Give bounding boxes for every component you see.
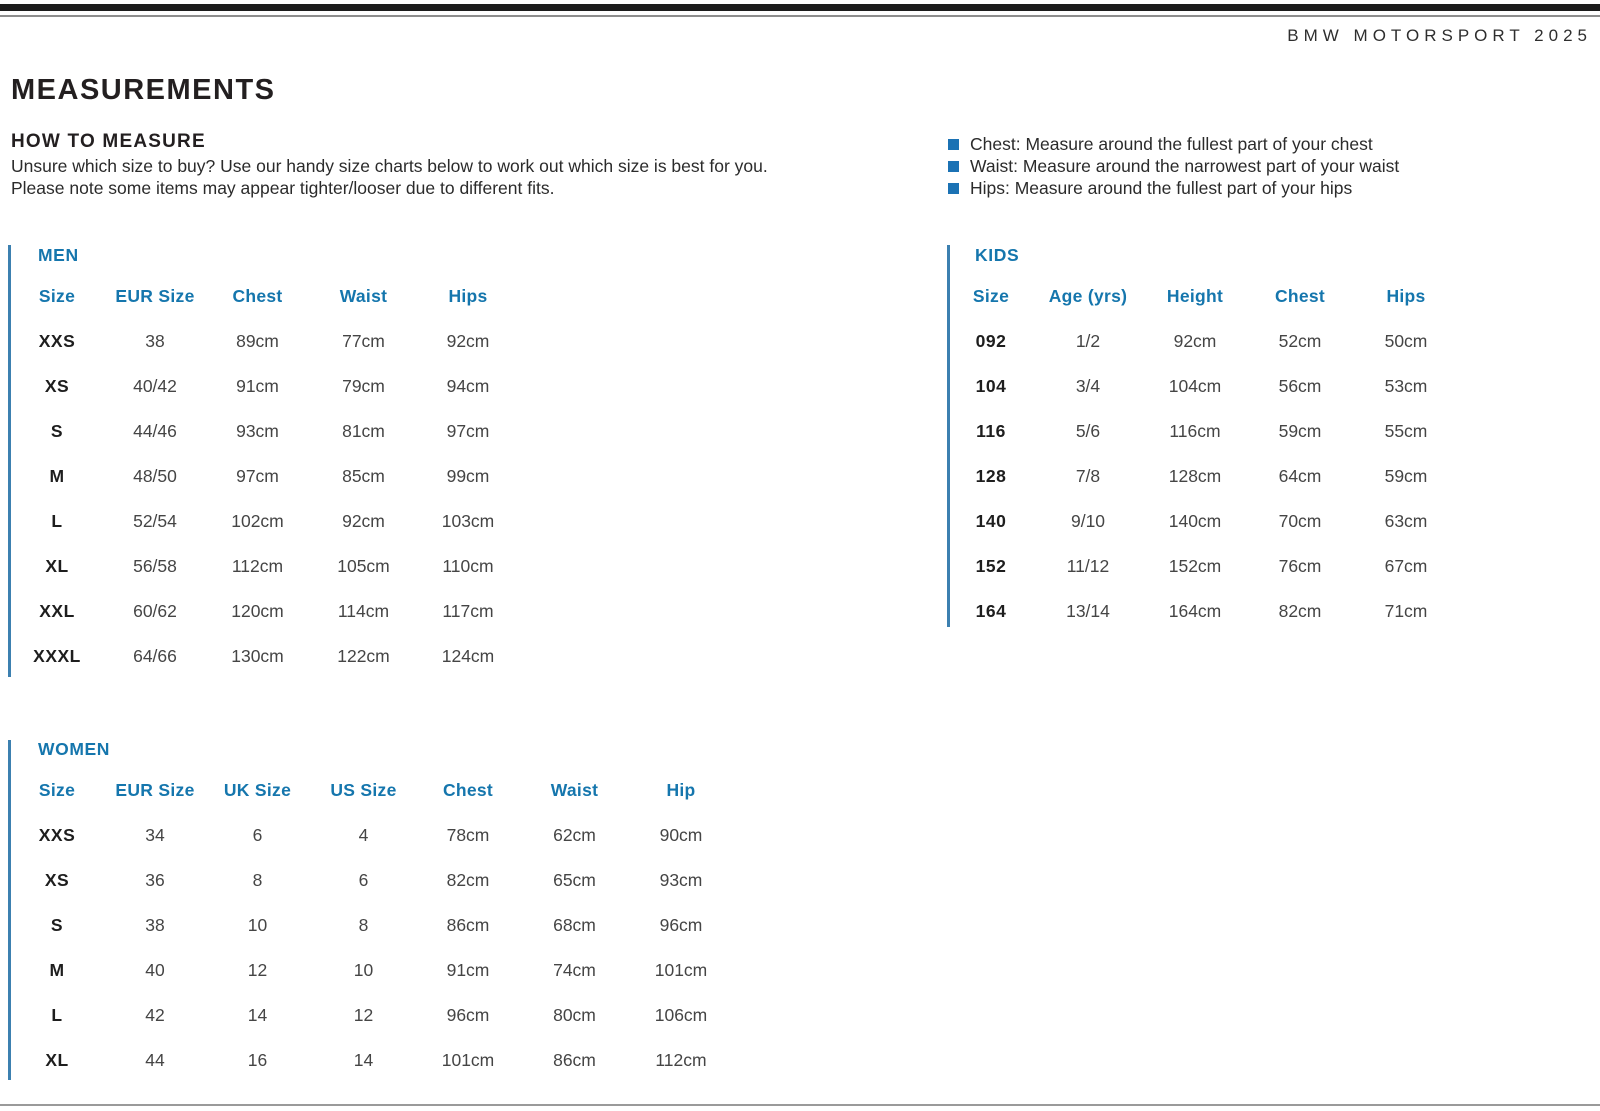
column-header: Waist	[339, 286, 388, 306]
measurement-cell: 52cm	[1278, 331, 1322, 351]
size-label-cell: XXL	[39, 601, 75, 621]
measurement-cell: 101cm	[441, 1050, 495, 1070]
square-bullet-icon	[948, 139, 959, 150]
measurement-cell: 59cm	[1278, 421, 1322, 441]
size-label-cell: XL	[45, 556, 69, 576]
size-label-cell: XXXL	[33, 646, 81, 666]
how-to-measure-heading: HOW TO MEASURE	[11, 131, 206, 152]
measurement-cell: 92cm	[446, 331, 490, 351]
measurement-cell: 14	[353, 1050, 374, 1070]
column-header: Size	[38, 780, 76, 800]
measurement-cell: 82cm	[1278, 601, 1322, 621]
measurement-cell: 1/2	[1075, 331, 1101, 351]
measurement-cell: 99cm	[446, 466, 490, 486]
measurement-cell: 164cm	[1168, 601, 1222, 621]
measurement-cell: 90cm	[659, 825, 703, 845]
bottom-rule	[0, 1104, 1600, 1106]
measurement-cell: 44/46	[133, 421, 177, 441]
women-size-section	[8, 734, 733, 1083]
measurement-cell: 105cm	[337, 556, 390, 576]
square-bullet-icon	[948, 183, 959, 194]
size-label-cell: 128	[975, 466, 1007, 486]
size-label-cell: XL	[45, 1050, 69, 1070]
measurement-cell: 130cm	[231, 646, 284, 666]
size-label-cell: 104	[975, 376, 1007, 396]
measurement-cell: 13/14	[1066, 601, 1110, 621]
tip-chest	[948, 133, 1399, 155]
measurement-cell: 62cm	[553, 825, 596, 845]
measurement-cell: 59cm	[1384, 466, 1428, 486]
measure-tips-list	[948, 133, 1399, 199]
measurement-cell: 11/12	[1066, 556, 1110, 576]
measurement-cell: 60/62	[133, 601, 177, 621]
measurement-cell: 91cm	[236, 376, 279, 396]
size-label-cell: S	[50, 421, 64, 441]
measurement-cell: 97cm	[446, 421, 490, 441]
tip-waist	[948, 155, 1399, 177]
kids-table-title: KIDS	[975, 245, 1020, 265]
size-label-cell: 152	[975, 556, 1007, 576]
measurement-cell: 38	[145, 331, 165, 351]
size-label-cell: 140	[975, 511, 1007, 531]
measurement-cell: 96cm	[659, 915, 703, 935]
women-table-title: WOMEN	[38, 739, 111, 759]
measurement-cell: 152cm	[1168, 556, 1222, 576]
women-size-table	[8, 768, 733, 1083]
measurement-cell: 14	[247, 1005, 268, 1025]
measurement-cell: 114cm	[337, 601, 390, 621]
measurement-cell: 104cm	[1168, 376, 1222, 396]
how-to-measure-text	[11, 155, 768, 199]
column-header: EUR Size	[115, 780, 195, 800]
column-header: Hips	[1386, 286, 1426, 306]
measurement-cell: 55cm	[1384, 421, 1428, 441]
column-header: Size	[38, 286, 76, 306]
measurement-cell: 76cm	[1278, 556, 1322, 576]
measurement-cell: 50cm	[1384, 331, 1428, 351]
measurement-cell: 86cm	[553, 1050, 596, 1070]
column-header: Waist	[550, 780, 599, 800]
measurement-cell: 5/6	[1075, 421, 1101, 441]
measurement-cell: 120cm	[231, 601, 284, 621]
kids-size-section	[947, 240, 1461, 634]
measurement-cell: 56/58	[133, 556, 177, 576]
measurement-cell: 96cm	[446, 1005, 490, 1025]
size-label-cell: S	[50, 915, 64, 935]
measurement-cell: 93cm	[236, 421, 279, 441]
measurement-cell: 7/8	[1075, 466, 1101, 486]
measurement-cell: 140cm	[1168, 511, 1222, 531]
measurement-cell: 64cm	[1278, 466, 1322, 486]
measurement-cell: 103cm	[441, 511, 495, 531]
how-to-measure-line-2: Please note some items may appear tighter/looser due to different fits.	[11, 178, 555, 198]
kids-size-table	[947, 274, 1461, 634]
measurement-cell: 89cm	[236, 331, 279, 351]
measurement-cell: 16	[247, 1050, 268, 1070]
size-label-cell: XXS	[38, 825, 76, 845]
measurement-cell: 78cm	[446, 825, 490, 845]
top-rule-thick	[0, 4, 1600, 11]
size-label-cell: M	[49, 960, 65, 980]
measurement-cell: 53cm	[1384, 376, 1428, 396]
measurement-cell: 40	[145, 960, 165, 980]
size-label-cell: L	[51, 1005, 63, 1025]
measurement-cell: 106cm	[654, 1005, 708, 1025]
measurement-cell: 63cm	[1384, 511, 1428, 531]
measurement-cell: 82cm	[446, 870, 490, 890]
measurement-cell: 91cm	[446, 960, 490, 980]
how-to-measure-line-1: Unsure which size to buy? Use our handy size charts below to work out which size is best for you.	[11, 156, 768, 176]
measurement-cell: 94cm	[446, 376, 490, 396]
measurement-cell: 93cm	[659, 870, 703, 890]
measurement-cell: 12	[353, 1005, 374, 1025]
measurement-cell: 122cm	[337, 646, 390, 666]
measurement-cell: 74cm	[553, 960, 596, 980]
measurement-cell: 8	[252, 870, 263, 890]
size-label-cell: 092	[975, 331, 1007, 351]
measurement-cell: 110cm	[442, 556, 494, 576]
measurement-cell: 67cm	[1384, 556, 1428, 576]
measurement-cell: 112cm	[231, 556, 284, 576]
measurement-cell: 117cm	[442, 601, 494, 621]
measurement-cell: 9/10	[1070, 511, 1106, 531]
measurement-cell: 68cm	[553, 915, 596, 935]
size-label-cell: XXS	[38, 331, 76, 351]
size-label-cell: 116	[976, 421, 1006, 441]
column-header: Hips	[448, 286, 488, 306]
measurement-cell: 4	[358, 825, 369, 845]
measurement-cell: 71cm	[1384, 601, 1428, 621]
section-divider-line	[8, 740, 11, 1080]
size-label-cell: 164	[975, 601, 1007, 621]
measurement-cell: 77cm	[342, 331, 385, 351]
size-label-cell: M	[49, 466, 65, 486]
column-header: Size	[972, 286, 1010, 306]
measurement-cell: 34	[145, 825, 165, 845]
measurement-cell: 38	[145, 915, 165, 935]
measurement-cell: 48/50	[133, 466, 177, 486]
tip-waist-label: Waist: Measure around the narrowest part of your waist	[970, 156, 1400, 176]
measurement-cell: 124cm	[441, 646, 495, 666]
measurement-cell: 44	[145, 1050, 165, 1070]
measurement-cell: 3/4	[1075, 376, 1101, 396]
measurement-cell: 52/54	[133, 511, 177, 531]
column-header: Hip	[666, 780, 696, 800]
measurement-cell: 8	[358, 915, 369, 935]
section-divider-line	[947, 245, 950, 627]
column-header: UK Size	[223, 780, 292, 800]
measurement-cell: 36	[145, 870, 165, 890]
section-divider-line	[8, 245, 11, 677]
square-bullet-icon	[948, 161, 959, 172]
size-label-cell: XS	[44, 376, 70, 396]
men-size-table	[8, 274, 520, 679]
column-header: Chest	[442, 780, 494, 800]
measurement-cell: 42	[145, 1005, 165, 1025]
measurement-cell: 65cm	[553, 870, 596, 890]
top-rule-thin	[0, 15, 1600, 17]
tip-hips-label: Hips: Measure around the fullest part of your hips	[970, 178, 1353, 198]
measurement-cell: 10	[353, 960, 374, 980]
measurement-cell: 101cm	[654, 960, 708, 980]
column-header: EUR Size	[115, 286, 195, 306]
measurement-cell: 112cm	[655, 1050, 707, 1070]
measurement-cell: 6	[358, 870, 369, 890]
measurement-cell: 79cm	[342, 376, 385, 396]
measurement-cell: 86cm	[446, 915, 490, 935]
size-label-cell: XS	[44, 870, 70, 890]
measurement-cell: 81cm	[342, 421, 385, 441]
measurement-cell: 102cm	[231, 511, 284, 531]
size-label-cell: L	[51, 511, 63, 531]
measurement-cell: 64/66	[133, 646, 177, 666]
measurement-cell: 70cm	[1278, 511, 1322, 531]
measurement-cell: 92cm	[342, 511, 385, 531]
column-header: US Size	[330, 780, 397, 800]
measurement-cell: 92cm	[1173, 331, 1217, 351]
brand-header: BMW MOTORSPORT 2025	[1287, 26, 1592, 45]
measurement-cell: 6	[252, 825, 263, 845]
tip-hips	[948, 177, 1399, 199]
measurement-cell: 56cm	[1278, 376, 1322, 396]
column-header: Chest	[232, 286, 283, 306]
measurement-cell: 80cm	[553, 1005, 596, 1025]
measurement-cell: 116cm	[1169, 421, 1221, 441]
men-table-title: MEN	[38, 245, 79, 265]
measurement-cell: 97cm	[236, 466, 279, 486]
measurement-cell: 10	[247, 915, 268, 935]
measurement-cell: 85cm	[342, 466, 385, 486]
men-size-section	[8, 240, 520, 679]
column-header: Chest	[1274, 286, 1326, 306]
column-header: Age (yrs)	[1048, 286, 1128, 306]
measurement-cell: 128cm	[1168, 466, 1222, 486]
tip-chest-label: Chest: Measure around the fullest part of your chest	[970, 134, 1373, 154]
measurement-cell: 12	[247, 960, 268, 980]
measurement-cell: 40/42	[133, 376, 177, 396]
column-header: Height	[1166, 286, 1224, 306]
page-title: MEASUREMENTS	[11, 74, 276, 106]
